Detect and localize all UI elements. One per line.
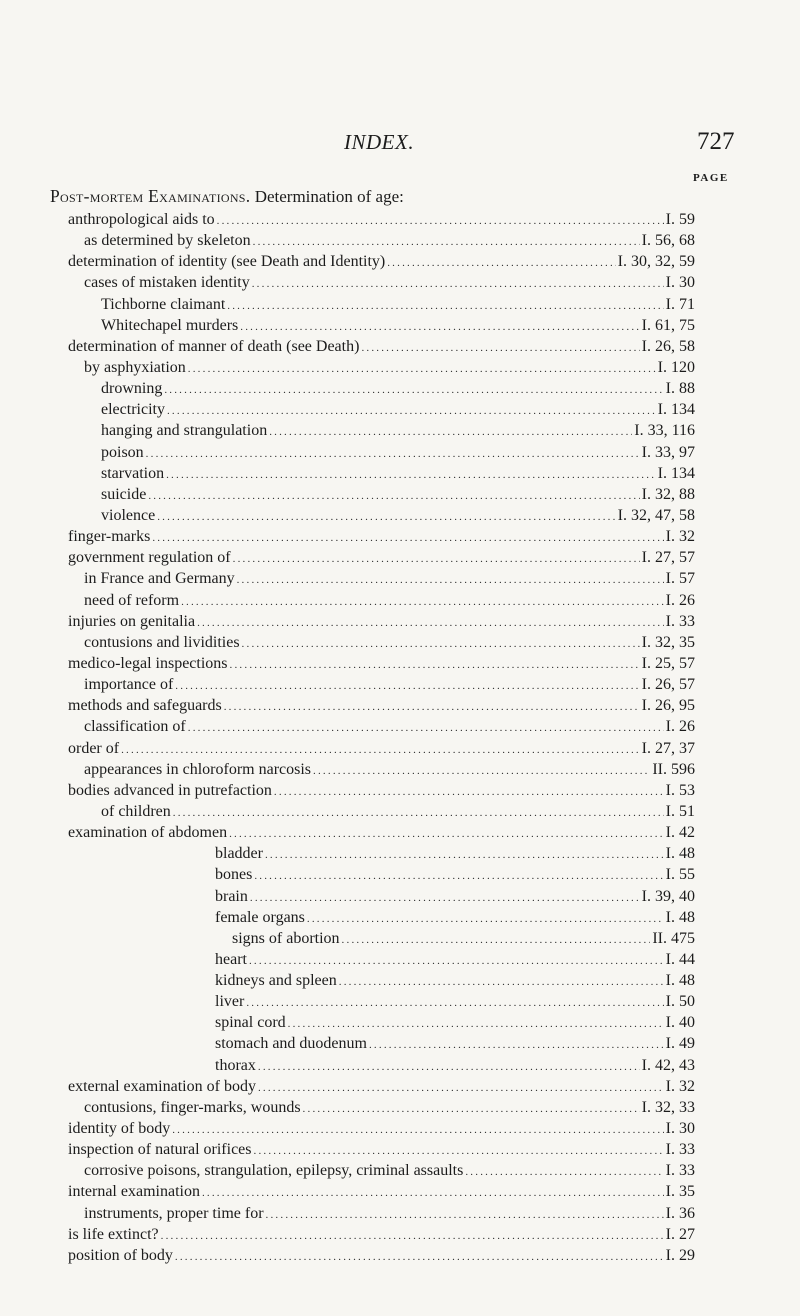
index-heading <box>50 186 404 207</box>
entry-text: injuries on genitalia <box>68 612 196 630</box>
entry-text: drowning <box>101 380 163 398</box>
entry-text: starvation <box>101 464 165 482</box>
entry-text: violence <box>101 506 156 524</box>
index-entry <box>0 442 800 463</box>
entry-text: internal examination <box>68 1183 200 1201</box>
entry-text: government regulation of <box>68 549 231 567</box>
entry-page-ref: I. 42 <box>665 824 695 842</box>
leader-dots <box>229 824 664 845</box>
leader-dots <box>313 761 650 782</box>
index-entry <box>0 547 800 568</box>
leader-dots <box>224 697 640 718</box>
index-entry <box>0 886 800 907</box>
entry-page-ref: I. 32 <box>665 1077 695 1095</box>
entry-text: bladder <box>215 845 263 863</box>
index-entry <box>0 653 800 674</box>
leader-dots <box>249 951 664 972</box>
index-entry <box>0 357 800 378</box>
index-entry <box>0 949 800 970</box>
entry-text: stomach and duodenum <box>215 1035 367 1053</box>
leader-dots <box>188 718 664 739</box>
index-entry-list <box>0 209 800 1266</box>
entry-text: by asphyxiation <box>84 358 186 376</box>
index-entry <box>0 230 800 251</box>
entry-page-ref: I. 51 <box>665 802 695 820</box>
entry-page-ref: I. 32 <box>665 528 695 546</box>
index-entry <box>0 970 800 991</box>
leader-dots <box>258 1078 664 1099</box>
leader-dots <box>181 592 664 613</box>
running-head-title: INDEX. <box>344 130 415 154</box>
index-entry <box>0 907 800 928</box>
index-entry <box>0 1076 800 1097</box>
entry-page-ref: I. 71 <box>665 295 695 313</box>
index-entry <box>0 505 800 526</box>
leader-dots <box>369 1035 664 1056</box>
index-entry <box>0 1203 800 1224</box>
entry-page-ref: I. 27, 57 <box>641 549 695 567</box>
index-entry <box>0 759 800 780</box>
index-entry <box>0 526 800 547</box>
index-entry <box>0 864 800 885</box>
leader-dots <box>307 909 664 930</box>
entry-text: in France and Germany <box>84 570 235 588</box>
leader-dots <box>361 338 639 359</box>
entry-text: position of body <box>68 1246 173 1264</box>
index-entry <box>0 336 800 357</box>
entry-page-ref: I. 40 <box>665 1014 695 1032</box>
leader-dots <box>342 930 651 951</box>
entry-text: hanging and strangulation <box>101 422 268 440</box>
leader-dots <box>166 465 656 486</box>
entry-page-ref: I. 33 <box>665 1162 695 1180</box>
index-entry <box>0 674 800 695</box>
leader-dots <box>254 1141 664 1162</box>
entry-text: determination of manner of death (see Death) <box>68 337 360 355</box>
entry-text: contusions and lividities <box>84 633 240 651</box>
index-entry <box>0 272 800 293</box>
entry-text: liver <box>215 993 245 1011</box>
entry-page-ref: I. 36 <box>665 1204 695 1222</box>
entry-page-ref: I. 53 <box>665 781 695 799</box>
index-entry <box>0 315 800 336</box>
entry-page-ref: I. 49 <box>665 1035 695 1053</box>
index-entry <box>0 420 800 441</box>
entry-text: classification of <box>84 718 186 736</box>
entry-text: of children <box>101 802 171 820</box>
entry-text: importance of <box>84 676 174 694</box>
entry-text: signs of abortion <box>232 929 340 947</box>
leader-dots <box>265 845 664 866</box>
entry-page-ref: I. 30, 32, 59 <box>617 253 695 271</box>
entry-text: inspection of natural orifices <box>68 1141 252 1159</box>
entry-text: medico-legal inspections <box>68 654 228 672</box>
entry-page-ref: I. 26, 58 <box>641 337 695 355</box>
leader-dots <box>217 211 664 232</box>
entry-page-ref: I. 42, 43 <box>641 1056 695 1074</box>
entry-page-ref: II. 475 <box>652 929 695 947</box>
entry-page-ref: I. 56, 68 <box>641 232 695 250</box>
index-entry <box>0 1224 800 1245</box>
leader-dots <box>465 1162 663 1183</box>
entry-page-ref: I. 48 <box>665 845 695 863</box>
entry-text: poison <box>101 443 144 461</box>
leader-dots <box>254 866 663 887</box>
entry-text: cases of mistaken identity <box>84 274 250 292</box>
index-entry <box>0 1118 800 1139</box>
entry-page-ref: I. 26 <box>665 591 695 609</box>
index-entry <box>0 1055 800 1076</box>
index-entry <box>0 1160 800 1181</box>
index-entry <box>0 251 800 272</box>
index-entry <box>0 611 800 632</box>
entry-text: Tichborne claimant <box>101 295 226 313</box>
entry-text: appearances in chloroform narcosis <box>84 760 312 778</box>
entry-text: determination of identity (see Death and Identity) <box>68 253 386 271</box>
index-entry <box>0 716 800 737</box>
entry-text: bodies advanced in putrefaction <box>68 781 272 799</box>
entry-page-ref: I. 88 <box>665 380 695 398</box>
entry-page-ref: I. 35 <box>665 1183 695 1201</box>
running-head <box>0 128 800 158</box>
index-entry <box>0 294 800 315</box>
leader-dots <box>164 380 663 401</box>
leader-dots <box>288 1014 664 1035</box>
index-entry <box>0 399 800 420</box>
entry-page-ref: I. 59 <box>665 211 695 228</box>
entry-text: examination of abdomen <box>68 824 228 842</box>
leader-dots <box>197 613 664 634</box>
entry-page-ref: I. 27, 37 <box>641 739 695 757</box>
entry-page-ref: I. 48 <box>665 908 695 926</box>
leader-dots <box>253 232 640 253</box>
entry-text: heart <box>215 950 247 968</box>
index-entry <box>0 991 800 1012</box>
leader-dots <box>146 444 640 465</box>
leader-dots <box>152 528 663 549</box>
entry-text: instruments, proper time for <box>84 1204 264 1222</box>
entry-page-ref: I. 44 <box>665 950 695 968</box>
index-entry <box>0 590 800 611</box>
entry-text: contusions, finger-marks, wounds <box>84 1098 301 1116</box>
entry-page-ref: I. 134 <box>657 464 695 482</box>
entry-text: need of reform <box>84 591 180 609</box>
entry-page-ref: I. 27 <box>665 1225 695 1243</box>
entry-page-ref: I. 25, 57 <box>641 654 695 672</box>
entry-page-ref: I. 30 <box>665 1120 695 1138</box>
leader-dots <box>161 1226 664 1247</box>
entry-text: suicide <box>101 485 147 503</box>
entry-page-ref: I. 29 <box>665 1246 695 1264</box>
index-entry <box>0 928 800 949</box>
entry-page-ref: I. 120 <box>657 358 695 376</box>
leader-dots <box>173 803 664 824</box>
heading-subterm: Determination of age: <box>250 187 404 206</box>
index-entry <box>0 568 800 589</box>
leader-dots <box>387 253 615 274</box>
entry-text: corrosive poisons, strangulation, epilepsy, criminal assaults <box>84 1162 464 1180</box>
index-entry <box>0 780 800 801</box>
entry-text: identity of body <box>68 1120 171 1138</box>
leader-dots <box>242 634 640 655</box>
index-entry <box>0 463 800 484</box>
entry-page-ref: I. 26, 95 <box>641 697 695 715</box>
index-entry <box>0 738 800 759</box>
entry-text: female organs <box>215 908 305 926</box>
leader-dots <box>233 549 640 570</box>
entry-page-ref: I. 26, 57 <box>641 676 695 694</box>
leader-dots <box>240 317 639 338</box>
heading-main-term: Post-mortem Examinations. <box>50 186 251 206</box>
entry-text: thorax <box>215 1056 256 1074</box>
leader-dots <box>121 740 640 761</box>
leader-dots <box>148 486 639 507</box>
entry-page-ref: I. 26 <box>665 718 695 736</box>
leader-dots <box>258 1057 640 1078</box>
entry-page-ref: I. 33, 116 <box>634 422 695 440</box>
index-entry <box>0 484 800 505</box>
entry-text: Whitechapel murders <box>101 316 239 334</box>
entry-page-ref: II. 596 <box>652 760 695 778</box>
entry-text: finger-marks <box>68 528 151 546</box>
entry-page-ref: I. 55 <box>665 866 695 884</box>
entry-text: is life extinct? <box>68 1225 159 1243</box>
entry-page-ref: I. 32, 35 <box>641 633 695 651</box>
index-entry <box>0 843 800 864</box>
leader-dots <box>237 570 664 591</box>
leader-dots <box>188 359 656 380</box>
entry-text: kidneys and spleen <box>215 972 337 990</box>
entry-page-ref: I. 50 <box>665 993 695 1011</box>
entry-page-ref: I. 32, 88 <box>641 485 695 503</box>
index-entry <box>0 1012 800 1033</box>
page-number: 727 <box>697 128 735 155</box>
leader-dots <box>246 993 663 1014</box>
entry-page-ref: I. 33, 97 <box>641 443 695 461</box>
entry-page-ref: I. 32, 33 <box>641 1098 695 1116</box>
leader-dots <box>252 274 664 295</box>
index-entry <box>0 632 800 653</box>
index-entry <box>0 1139 800 1160</box>
leader-dots <box>175 1247 664 1268</box>
entry-text: order of <box>68 739 120 757</box>
entry-text: as determined by skeleton <box>84 232 251 250</box>
entry-text: brain <box>215 887 248 905</box>
entry-page-ref: I. 57 <box>665 570 695 588</box>
page-column-label: PAGE <box>693 172 729 184</box>
leader-dots <box>274 782 664 803</box>
entry-text: external examination of body <box>68 1077 256 1095</box>
leader-dots <box>269 422 632 443</box>
entry-page-ref: I. 48 <box>665 972 695 990</box>
index-entry <box>0 695 800 716</box>
entry-page-ref: I. 33 <box>665 1141 695 1159</box>
entry-page-ref: I. 33 <box>665 612 695 630</box>
leader-dots <box>266 1205 664 1226</box>
entry-text: methods and safeguards <box>68 697 222 715</box>
leader-dots <box>157 507 615 528</box>
leader-dots <box>175 676 639 697</box>
index-entry <box>0 1033 800 1054</box>
index-entry <box>0 801 800 822</box>
index-entry <box>0 378 800 399</box>
index-entry <box>0 822 800 843</box>
entry-text: electricity <box>101 401 165 419</box>
index-entry <box>0 1245 800 1266</box>
entry-page-ref: I. 61, 75 <box>641 316 695 334</box>
entry-text: anthropological aids to <box>68 211 215 228</box>
leader-dots <box>303 1099 640 1120</box>
index-entry <box>0 1181 800 1202</box>
leader-dots <box>227 296 663 317</box>
entry-page-ref: I. 32, 47, 58 <box>617 506 695 524</box>
leader-dots <box>202 1183 664 1204</box>
leader-dots <box>339 972 664 993</box>
entry-page-ref: I. 30 <box>665 274 695 292</box>
leader-dots <box>250 888 640 909</box>
entry-page-ref: I. 134 <box>657 401 695 419</box>
entry-text: spinal cord <box>215 1014 286 1032</box>
entry-page-ref: I. 39, 40 <box>641 887 695 905</box>
index-entry <box>0 209 800 230</box>
leader-dots <box>167 401 656 422</box>
leader-dots <box>172 1120 663 1141</box>
leader-dots <box>230 655 640 676</box>
entry-text: bones <box>215 866 253 884</box>
index-entry <box>0 1097 800 1118</box>
